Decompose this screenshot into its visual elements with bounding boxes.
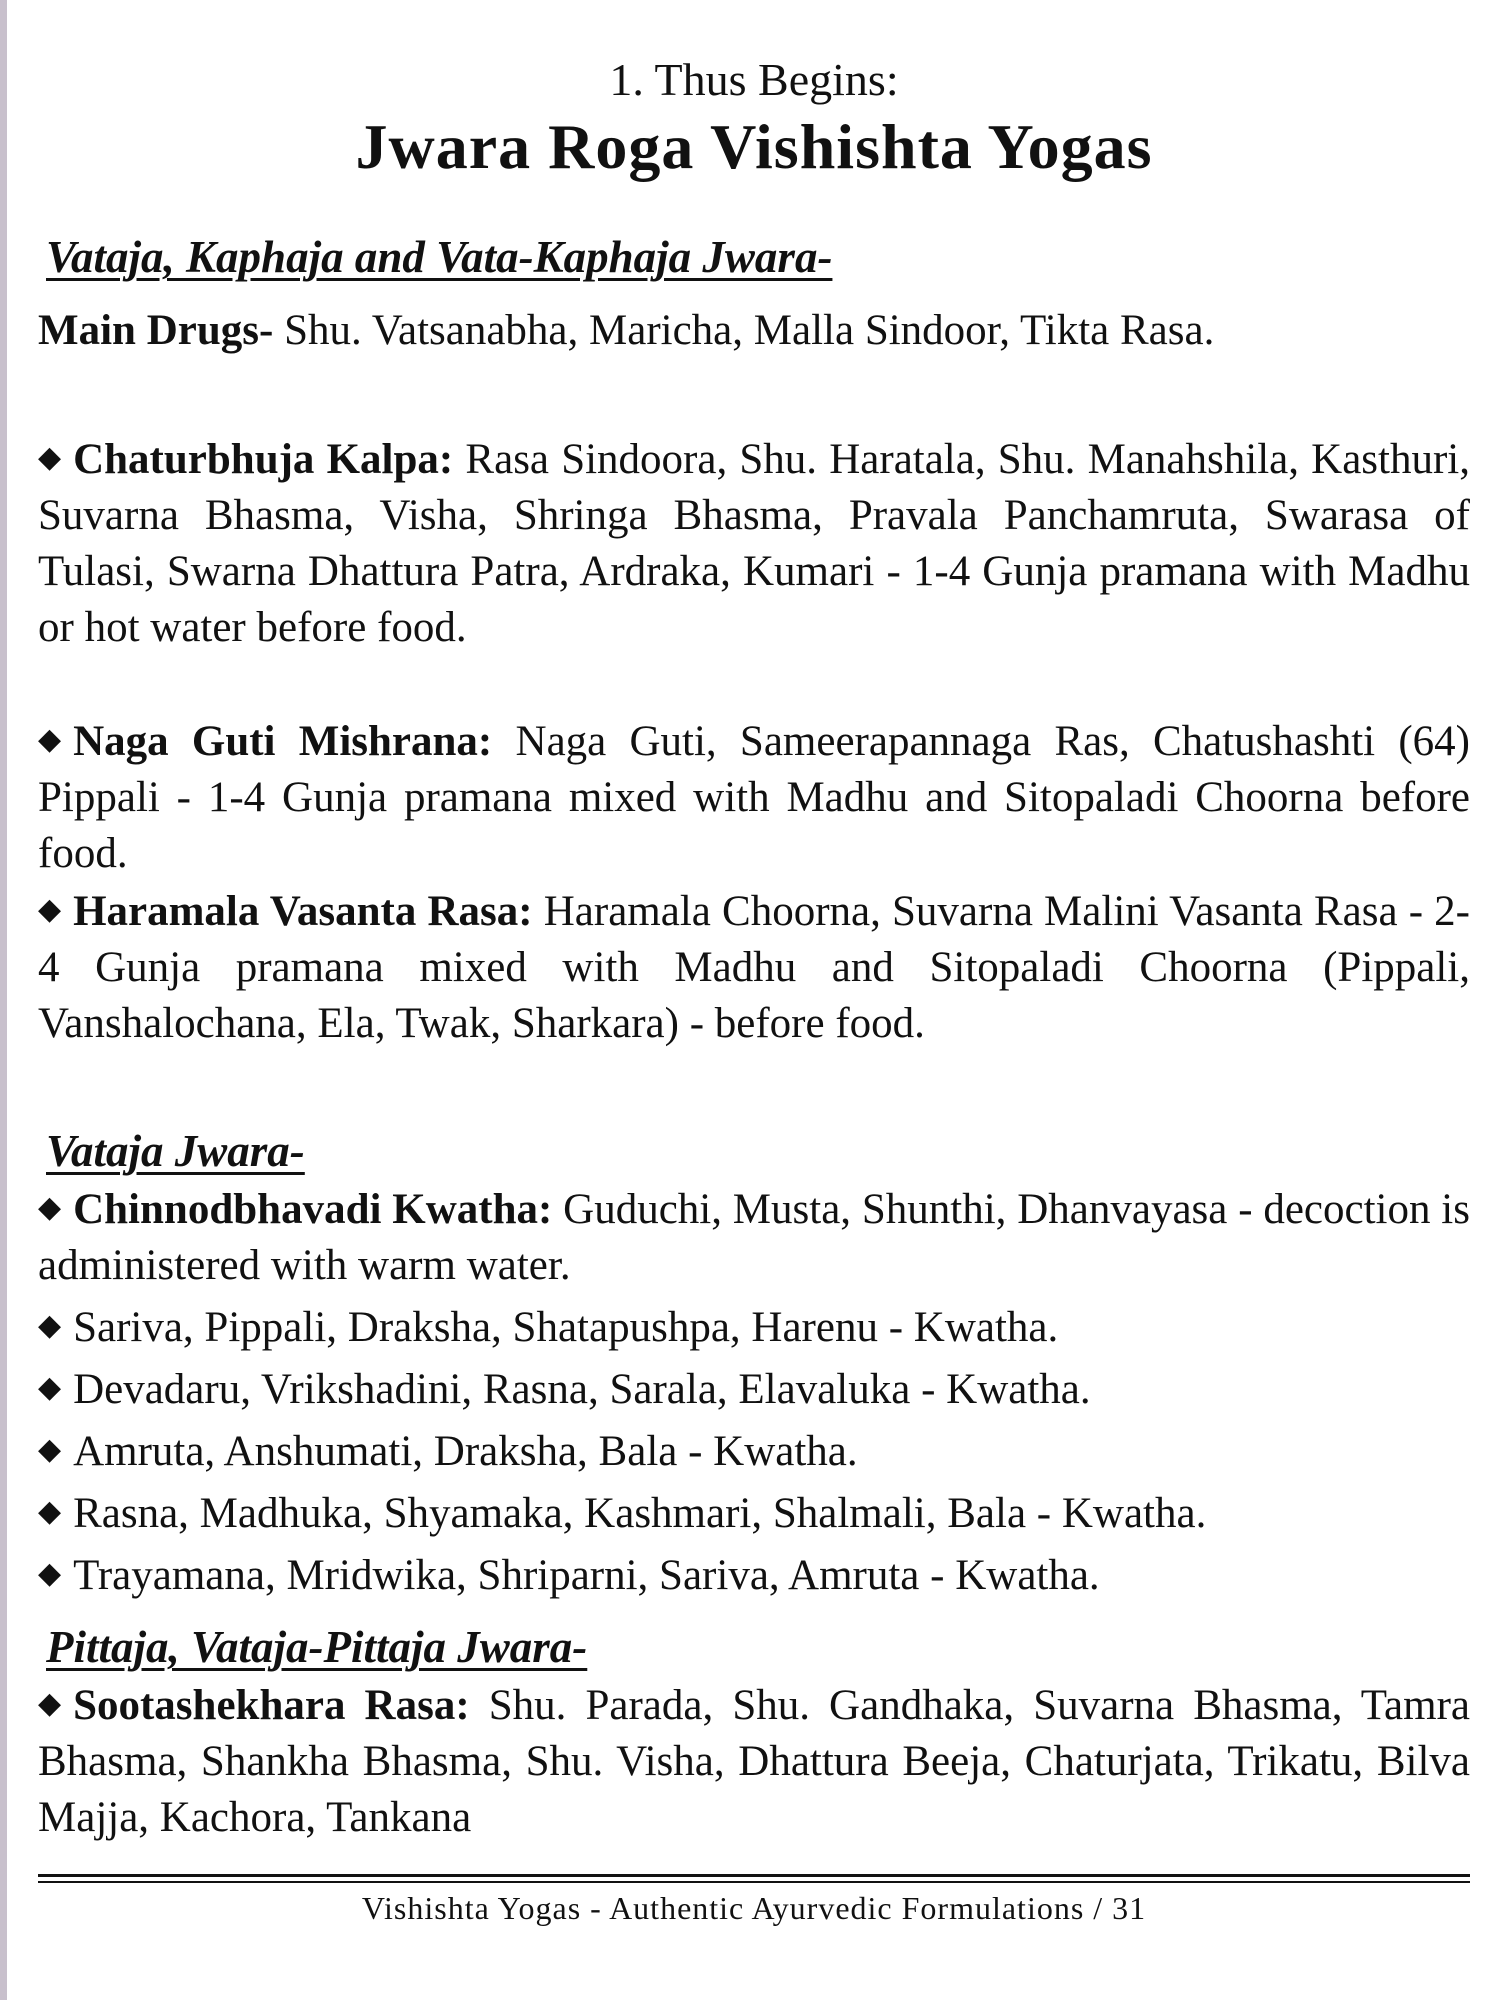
footer-rule-thick [38,1874,1470,1877]
formulation-text: Shu. Parada, Shu. Gandhaka, Suvarna Bhasma, Tamra Bhasma, Shankha Bhasma, Shu. Visha, Dhattura Beeja, Chaturjata, Trikatu, Bilva Majja, Kachora, Tankana [38,1682,1470,1841]
formulation-label: Sootashekhara Rasa: [73,1682,470,1729]
chapter-intro: 1. Thus Begins: [609,54,899,105]
list-item-text: Rasna, Madhuka, Shyamaka, Kashmari, Shalmali, Bala - Kwatha. [73,1490,1207,1537]
formulation-text: Naga Guti, Sameerapannaga Ras, Chatushashti (64) Pippali - 1-4 Gunja pramana mixed with Madhu and Sitopaladi Choorna before food. [38,718,1471,877]
diamond-bullet-icon: ◆ [38,441,62,474]
list-item-text: Sariva, Pippali, Draksha, Shatapushpa, Harenu - Kwatha. [73,1304,1059,1351]
diamond-bullet-icon: ◆ [38,1687,62,1720]
kwatha-list-item [38,1298,1470,1356]
list-item-text: Devadaru, Vrikshadini, Rasna, Sarala, Elavaluka - Kwatha. [73,1366,1091,1413]
formulation-text: Haramala Choorna, Suvarna Malini Vasanta Rasa - 2-4 Gunja pramana mixed with Madhu and Sitopaladi Choorna (Pippali, Vanshalochana, Ela, Twak, Sharkara) - before food. [38,888,1470,1047]
diamond-bullet-icon: ◆ [38,1557,62,1590]
section-heading-pittaja: Pittaja, Vataja-Pittaja Jwara- [46,1622,588,1672]
formulation-label: Chinnodbhavadi Kwatha: [73,1186,553,1233]
diamond-bullet-icon: ◆ [38,1495,62,1528]
formulation-sootashekhara-rasa [38,1676,1470,1846]
main-drugs-label: Main Drugs- [38,307,274,354]
kwatha-list-item [38,1546,1470,1604]
diamond-bullet-icon: ◆ [38,893,62,926]
kwatha-list-item [38,1422,1470,1480]
footer-rule-thin [38,1881,1470,1883]
diamond-bullet-icon: ◆ [38,1371,62,1404]
formulation-text: Rasa Sindoora, Shu. Haratala, Shu. Manahshila, Kasthuri, Suvarna Bhasma, Visha, Shringa Bhasma, Pravala Panchamruta, Swarasa of Tulasi, Swarna Dhattura Patra, Ardraka, Kumari - 1-4 Gunja pramana with Madhu or hot water before food. [38,436,1470,651]
diamond-bullet-icon: ◆ [38,723,62,756]
kwatha-list-item [38,1484,1470,1542]
kwatha-list-item [38,1360,1470,1418]
section-heading-vataja: Vataja Jwara- [46,1126,305,1176]
diamond-bullet-icon: ◆ [38,1191,62,1224]
formulation-chaturbhuja-kalpa [38,430,1470,656]
list-item-text: Trayamana, Mridwika, Shriparni, Sariva, Amruta - Kwatha. [73,1552,1100,1599]
formulation-label: Chaturbhuja Kalpa: [73,436,454,483]
main-drugs-paragraph [38,303,1470,359]
formulation-chinnodbhavadi-kwatha [38,1180,1470,1294]
chapter-title: Jwara Roga Vishishta Yogas [355,111,1153,182]
main-drugs-text: Shu. Vatsanabha, Maricha, Malla Sindoor, Tikta Rasa. [273,307,1215,354]
formulation-text: Guduchi, Musta, Shunthi, Dhanvayasa - decoction is administered with warm water. [38,1186,1470,1289]
page-edge-shadow [0,0,7,2000]
page-footer: Vishishta Yogas - Authentic Ayurvedic Formulations / 31 [361,1890,1147,1926]
diamond-bullet-icon: ◆ [38,1433,62,1466]
diamond-bullet-icon: ◆ [38,1309,62,1342]
formulation-label: Naga Guti Mishrana: [73,718,493,765]
formulation-haramala-vasanta-rasa [38,882,1470,1052]
formulation-naga-guti-mishrana [38,712,1470,882]
section-heading-vataja-kaphaja: Vataja, Kaphaja and Vata-Kaphaja Jwara- [46,232,833,282]
list-item-text: Amruta, Anshumati, Draksha, Bala - Kwatha. [73,1428,858,1475]
formulation-label: Haramala Vasanta Rasa: [73,888,533,935]
